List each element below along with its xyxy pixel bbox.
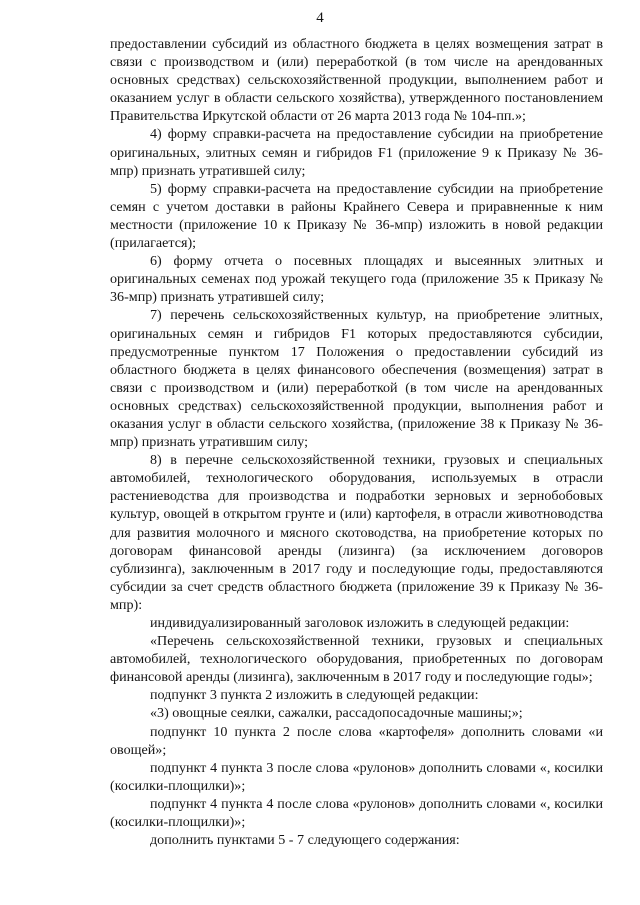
- paragraph-subpoint-3-instruction: подпункт 3 пункта 2 изложить в следующей редакции:: [150, 687, 479, 704]
- paragraph-item-6: 6) форму отчета о посевных площадях и высеянных элитных и оригинальных семенах под урожай текущего года (приложение 35 к Приказу № 36-мпр) признать утратившей силу;: [110, 253, 603, 306]
- paragraph-subpoint-10: подпункт 10 пункта 2 после слова «картофеля» дополнить словами «и овощей»;: [110, 723, 603, 758]
- paragraph-subpoint-4-point-3: подпункт 4 пункта 3 после слова «рулонов» дополнить словами «, косилки (косилки-площилки)»;: [110, 759, 603, 794]
- paragraph-item-4: 4) форму справки-расчета на предоставление субсидии на приобретение оригинальных, элитных семян и гибридов F1 (приложение 9 к Приказу № 36-мпр) признать утратившей силу;: [110, 126, 603, 179]
- paragraph-item-8: 8) в перечне сельскохозяйственной техники, грузовых и специальных автомобилей, технологического оборудования, используемых в отрасли растениеводства для производства и подработки зерновых и зернобобовых культур, овощей в открытом грунте и (или) картофеля, в отрасли животноводства для развития молочного и мясного скотоводства, на приобретение которых по договорам финансовой аренды (лизинга) (за исключением договоров сублизинга), заключенным в 2017 году и последующие годы, предоставляются субсидии за счет средств областного бюджета (приложение 39 к Приказу № 36-мпр):: [110, 452, 603, 613]
- document-body: [110, 35, 603, 849]
- paragraph-subpoint-4-point-4: подпункт 4 пункта 4 после слова «рулонов» дополнить словами «, косилки (косилки-площилки)»;: [110, 795, 603, 831]
- paragraph-add-points: дополнить пунктами 5 - 7 следующего содержания:: [150, 832, 460, 849]
- paragraph-subpoint-3-text: «3) овощные сеялки, сажалки, рассадопосадочные машины;»;: [150, 705, 523, 722]
- paragraph-item-7: 7) перечень сельскохозяйственных культур, на приобретение элитных, оригинальных семян и гибридов F1 которых предоставляются субсидии, предусмотренные пунктом 17 Положения о предоставлении субсидий из областного бюджета в целях финансового обеспечения (возмещения) затрат в связи с производством и (или) переработкой (в том числе на арендованных основных средствах) сельскохозяйственной продукции, выполнения работ и оказания услуг в области сельского хозяйства, (приложение 38 к Приказу № 36-мпр) признать утратившим силу;: [110, 307, 603, 451]
- paragraph-heading-instruction: индивидуализированный заголовок изложить в следующей редакции:: [150, 615, 570, 631]
- page-number: 4: [316, 10, 324, 26]
- paragraph-new-heading: «Перечень сельскохозяйственной техники, грузовых и специальных автомобилей, технологического оборудования, приобретенных по договорам финансовой аренды (лизинга), заключенным в 2017 году и последующие годы»;: [110, 633, 603, 686]
- paragraph-item-5: 5) форму справки-расчета на предоставление субсидии на приобретение семян с учетом доставки в районы Крайнего Севера и приравненные к ним местности (приложение 10 к Приказу № 36-мпр) изложить в новой редакции (прилагается);: [110, 180, 603, 252]
- paragraph-continuation: предоставлении субсидий из областного бюджета в целях возмещения затрат в связи с производством и (или) переработкой (в том числе на арендованных основных средствах) сельскохозяйственной продукции, выполнением работ и оказанием услуг в области сельского хозяйства), утвержденного постановлением Правительства Иркутской области от 26 марта 2013 года № 104-пп.»;: [110, 36, 603, 125]
